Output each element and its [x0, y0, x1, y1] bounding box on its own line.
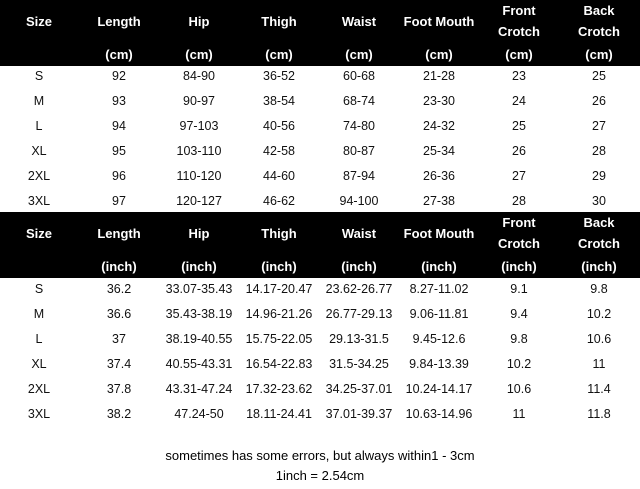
waist-cell: 60-68: [343, 68, 375, 83]
inch-header-size: Size: [25, 225, 52, 241]
foot-mouth-cell: 9.06-11.81: [409, 306, 469, 321]
inch-unit-foot-mouth: (inch): [421, 258, 457, 274]
waist-cell: 29.13-31.5: [329, 331, 389, 346]
length-cell: 95: [112, 143, 126, 158]
table-row: [0, 188, 640, 213]
inch-header-bar: [0, 212, 640, 278]
thigh-cell: 17.32-23.62: [245, 381, 313, 396]
back-crotch-cell: 9.8: [590, 281, 608, 296]
back-crotch-cell: 10.2: [586, 306, 612, 321]
foot-mouth-cell: 9.45-12.6: [412, 331, 466, 346]
hip-cell: 47.24-50: [174, 406, 224, 421]
cm-unit-thigh: (cm): [265, 46, 293, 62]
length-cell: 37: [112, 331, 126, 346]
table-row: [0, 88, 640, 113]
waist-cell: 23.62-26.77: [325, 281, 393, 296]
inch-unit-thigh: (inch): [261, 258, 297, 274]
front-crotch-cell: 27: [512, 168, 526, 183]
back-crotch-cell: 26: [592, 93, 606, 108]
table-row: [0, 276, 640, 301]
size-cell: L: [35, 118, 43, 133]
front-crotch-cell: 9.4: [510, 306, 528, 321]
front-crotch-cell: 11: [512, 406, 526, 421]
length-cell: 93: [112, 93, 126, 108]
cm-unit-front-crotch: (cm): [505, 46, 533, 62]
hip-cell: 35.43-38.19: [165, 306, 233, 321]
cm-unit-length: (cm): [105, 46, 133, 62]
waist-cell: 68-74: [343, 93, 375, 108]
thigh-cell: 38-54: [263, 93, 295, 108]
hip-cell: 120-127: [176, 193, 222, 208]
back-crotch-cell: 11: [592, 356, 606, 371]
size-cell: M: [33, 306, 45, 321]
hip-cell: 103-110: [176, 143, 222, 158]
inch-units-row: [0, 255, 640, 277]
front-crotch-cell: 10.6: [506, 381, 532, 396]
cm-unit-hip: (cm): [185, 46, 213, 62]
size-cell: L: [35, 331, 43, 346]
hip-cell: 33.07-35.43: [165, 281, 233, 296]
back-crotch-cell: 11.4: [587, 381, 611, 396]
waist-cell: 80-87: [343, 143, 375, 158]
hip-cell: 110-120: [176, 168, 222, 183]
table-row: [0, 113, 640, 138]
back-crotch-cell: 25: [592, 68, 606, 83]
front-crotch-cell: 26: [512, 143, 526, 158]
hip-cell: 43.31-47.24: [165, 381, 233, 396]
inch-header-thigh: Thigh: [261, 225, 297, 241]
conversion-note: 1inch = 2.54cm: [275, 468, 365, 483]
size-cell: 3XL: [27, 406, 51, 421]
back-crotch-cell: 28: [592, 143, 606, 158]
hip-cell: 84-90: [183, 68, 215, 83]
cm-header-bar: [0, 0, 640, 66]
error-note: sometimes has some errors, but always within1 - 3cm: [165, 448, 475, 463]
length-cell: 37.8: [106, 381, 132, 396]
foot-mouth-cell: 24-32: [423, 118, 455, 133]
length-cell: 96: [112, 168, 126, 183]
back-crotch-cell: 30: [592, 193, 606, 208]
size-cell: S: [34, 281, 44, 296]
table-row: [0, 326, 640, 351]
foot-mouth-cell: 25-34: [423, 143, 455, 158]
hip-cell: 90-97: [183, 93, 215, 108]
size-cell: XL: [31, 356, 47, 371]
inch-unit-waist: (inch): [341, 258, 377, 274]
thigh-cell: 14.96-21.26: [245, 306, 313, 321]
inch-header-foot-mouth: Foot Mouth: [403, 225, 475, 241]
front-crotch-cell: 9.1: [510, 281, 528, 296]
cm-units-row: [0, 43, 640, 65]
foot-mouth-cell: 27-38: [423, 193, 455, 208]
thigh-cell: 36-52: [263, 68, 295, 83]
front-crotch-cell: 9.8: [510, 331, 528, 346]
front-crotch-cell: 23: [512, 68, 526, 83]
thigh-cell: 44-60: [263, 168, 295, 183]
foot-mouth-cell: 21-28: [423, 68, 455, 83]
thigh-cell: 40-56: [263, 118, 295, 133]
thigh-cell: 18.11-24.41: [246, 406, 312, 421]
table-row: [0, 351, 640, 376]
length-cell: 36.2: [106, 281, 132, 296]
length-cell: 36.6: [106, 306, 132, 321]
thigh-cell: 15.75-22.05: [245, 331, 313, 346]
table-row: [0, 63, 640, 88]
waist-cell: 87-94: [343, 168, 375, 183]
cm-header-foot-mouth: Foot Mouth: [403, 13, 475, 29]
inch-header-back-crotch: Back Crotch: [578, 215, 620, 251]
hip-cell: 97-103: [179, 118, 219, 133]
inch-unit-hip: (inch): [181, 258, 217, 274]
waist-cell: 26.77-29.13: [325, 306, 393, 321]
thigh-cell: 42-58: [263, 143, 295, 158]
length-cell: 94: [112, 118, 126, 133]
inch-header-length: Length: [97, 225, 141, 241]
thigh-cell: 16.54-22.83: [245, 356, 313, 371]
length-cell: 38.2: [106, 406, 132, 421]
table-row: [0, 301, 640, 326]
inch-table-body: [0, 276, 640, 426]
back-crotch-cell: 29: [592, 168, 606, 183]
waist-cell: 74-80: [343, 118, 375, 133]
foot-mouth-cell: 23-30: [423, 93, 455, 108]
size-cell: 2XL: [27, 168, 51, 183]
inch-unit-back-crotch: (inch): [581, 258, 617, 274]
inch-unit-length: (inch): [101, 258, 137, 274]
front-crotch-cell: 28: [512, 193, 526, 208]
length-cell: 97: [112, 193, 126, 208]
hip-cell: 40.55-43.31: [165, 356, 233, 371]
cm-header-waist: Waist: [341, 13, 377, 29]
waist-cell: 34.25-37.01: [325, 381, 393, 396]
table-row: [0, 401, 640, 426]
table-row: [0, 163, 640, 188]
foot-mouth-cell: 9.84-13.39: [409, 356, 469, 371]
length-cell: 92: [112, 68, 126, 83]
cm-header-hip: Hip: [188, 13, 210, 29]
inch-unit-front-crotch: (inch): [501, 258, 537, 274]
waist-cell: 37.01-39.37: [325, 406, 393, 421]
foot-mouth-cell: 8.27-11.02: [409, 281, 469, 296]
cm-header-length: Length: [97, 13, 141, 29]
cm-header-front-crotch: Front Crotch: [498, 3, 540, 39]
inch-header-waist: Waist: [341, 225, 377, 241]
cm-unit-foot-mouth: (cm): [425, 46, 453, 62]
front-crotch-cell: 10.2: [506, 356, 532, 371]
front-crotch-cell: 25: [512, 118, 526, 133]
foot-mouth-cell: 10.24-14.17: [405, 381, 473, 396]
inch-header-row: [0, 212, 640, 254]
cm-header-size: Size: [25, 13, 52, 29]
cm-header-row: [0, 0, 640, 42]
foot-mouth-cell: 26-36: [423, 168, 455, 183]
back-crotch-cell: 11.8: [587, 406, 611, 421]
cm-unit-waist: (cm): [345, 46, 373, 62]
back-crotch-cell: 27: [592, 118, 606, 133]
size-cell: XL: [31, 143, 47, 158]
table-row: [0, 376, 640, 401]
size-cell: S: [34, 68, 44, 83]
inch-header-front-crotch: Front Crotch: [498, 215, 540, 251]
inch-header-hip: Hip: [188, 225, 210, 241]
waist-cell: 31.5-34.25: [329, 356, 389, 371]
table-row: [0, 138, 640, 163]
cm-unit-back-crotch: (cm): [585, 46, 613, 62]
front-crotch-cell: 24: [512, 93, 526, 108]
back-crotch-cell: 10.6: [586, 331, 612, 346]
size-cell: M: [33, 93, 45, 108]
thigh-cell: 46-62: [263, 193, 295, 208]
hip-cell: 38.19-40.55: [165, 331, 233, 346]
waist-cell: 94-100: [339, 193, 379, 208]
size-cell: 2XL: [27, 381, 51, 396]
length-cell: 37.4: [106, 356, 132, 371]
thigh-cell: 14.17-20.47: [245, 281, 313, 296]
cm-header-back-crotch: Back Crotch: [578, 3, 620, 39]
cm-table-body: [0, 63, 640, 213]
foot-mouth-cell: 10.63-14.96: [405, 406, 473, 421]
size-cell: 3XL: [27, 193, 51, 208]
cm-header-thigh: Thigh: [261, 13, 297, 29]
